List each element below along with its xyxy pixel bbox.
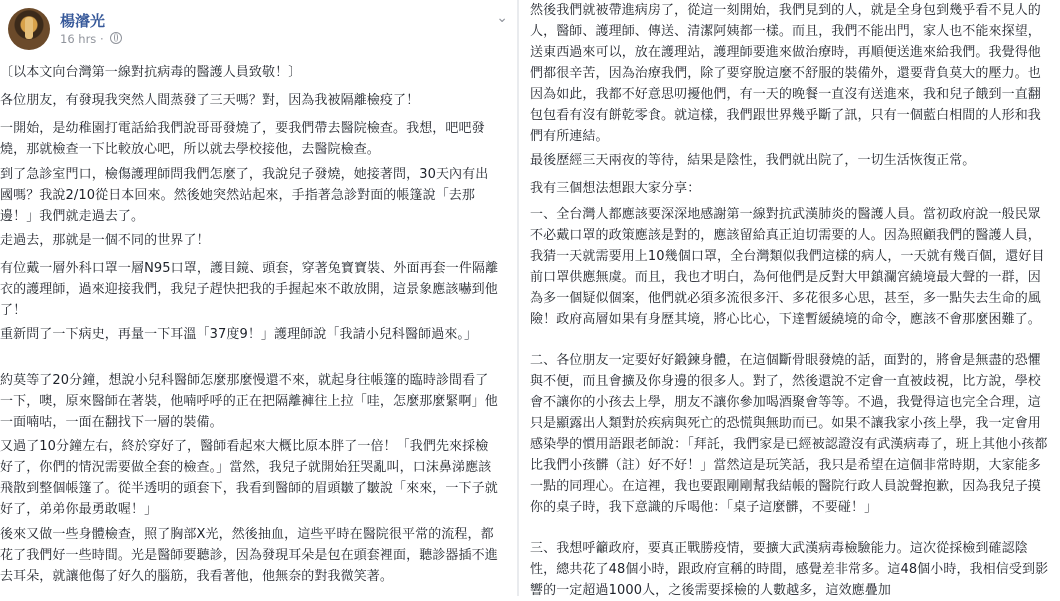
post-paragraph: 三、我想呼籲政府，要真正戰勝疫情，要擴大武漢病毒檢驗能力。這次從採檢到確認陰性，總共花了48個小時，跟政府宣稱的時間，感覺差非常多。這48個小時，我相信受到影響的一定超過1000人，之後需要採檢的人數越多，這效應疊加 bbox=[530, 541, 1049, 598]
avatar[interactable] bbox=[8, 8, 50, 50]
post-time[interactable]: 16 hrs bbox=[60, 32, 97, 46]
author-name[interactable]: 楊濬光 bbox=[60, 12, 106, 30]
post-paragraph: 重新問了一下病史，再量一下耳溫「37度9！」護理師說「我請小兒科醫師過來。」 bbox=[0, 327, 478, 342]
chevron-down-icon[interactable]: ⌄ bbox=[496, 10, 508, 26]
post-paragraph: 約莫等了20分鐘，想說小兒科醫師怎麼那麼慢還不來，就起身往帳篷的臨時診間看了一下，噢，原來醫師在著裝，他喃呼呼的正在把隔離褲往上拉「哇，怎麼那麼緊啊」他一面喃咕，一面在翻找下一層的裝備。 bbox=[0, 373, 498, 430]
globe-icon bbox=[110, 32, 122, 44]
post-paragraph: 後來又做一些身體檢查，照了胸部X光，然後抽血，這些平時在醫院很平常的流程，都花了我們好一些時間。光是醫師要聽診，因為發現耳朵是包在頭套裡面，聽診器插不進去耳朵，就讓他傷了好久的腦筋，我看著他，他無奈的對我微笑著。 bbox=[0, 527, 498, 584]
post-paragraph: 一、全台灣人都應該要深深地感謝第一線對抗武漢肺炎的醫護人員。當初政府說一般民眾不必戴口罩的政策應該是對的，應該留給真正迫切需要的人。因為照顧我們的醫護人員，我猜一天就需要用上10幾個口罩，全台灣類似我們這樣的病人，一天就有幾百個，還好目前口罩供應無虞。而且，我也才明白，為何他們是反對大甲鎮瀾宮繞境最大聲的一群，因為多一個疑似個案，他們就必須多流很多汗、多花很多心思，甚至，多一點失去生命的風險！政府高層如果有身歷其境，將心比心，下達暫緩繞境的命令，應該不會那麼困難了。 bbox=[530, 207, 1045, 327]
post-paragraph: 又過了10分鐘左右，終於穿好了，醫師看起來大概比原本胖了一倍！「我們先來採檢好了，你們的情況需要做全套的檢查。」當然，我兒子就開始狂哭亂叫，口沫鼻涕應該飛散到整個帳篷了。從半透明的頭套下，我看到醫師的眉頭皺了皺說「來來，一下子就好了，弟弟你最勇敢喔！」 bbox=[0, 439, 498, 517]
post-header bbox=[8, 6, 508, 52]
post-paragraph: 各位朋友，有發現我突然人間蒸發了三天嗎？對，因為我被隔離檢疫了！ bbox=[0, 93, 420, 108]
post-paragraph: 有位戴一層外科口罩一層N95口罩，護目鏡、頭套，穿著兔寶寶裝、外面再套一件隔離衣的護理師，過來迎接我們，我兒子趕快把我的手握起來不敢放開，這景象應該嚇到他了！ bbox=[0, 261, 499, 318]
post-paragraph: 走過去，那就是一個不同的世界了！ bbox=[0, 233, 210, 248]
post-paragraph: 一開始，是幼稚園打電話給我們說哥哥發燒了，要我們帶去醫院檢查。我想，吧吧發燒，那就檢查一下比較放心吧，所以就去學校接他，去醫院檢查。 bbox=[0, 121, 485, 157]
column-divider bbox=[517, 0, 519, 596]
post-paragraph: 〔以本文向台灣第一線對抗病毒的醫護人員致敬！〕 bbox=[0, 65, 302, 80]
post-paragraph: 最後歷經三天兩夜的等待，結果是陰性，我們就出院了，一切生活恢復正常。 bbox=[530, 153, 976, 168]
post-paragraph: 二、各位朋友一定要好好鍛鍊身體，在這個斷骨眼發燒的話，面對的，將會是無盡的恐懼與不便，而且會擴及你身邊的很多人。對了，然後還說不定會一直被歧視，比方說，學校會不讓你的小孩去上學，朋友不讓你參加喝酒聚會等等。不過，我覺得這也完全合理，這只是顯露出人類對於疾病與死亡的恐慌與無助而已。如果不讓我家小孩上學，我一定會用感染學的慣用語跟老師說：「拜託，我們家是已經被認證沒有武漢病毒了，班上其他小孩都比我們小孩髒（註）好不好！」當然這是玩笑話，我只是希望在這個非常時期，大家能多一點的同理心。在這裡，我也要跟剛剛幫我結帳的醫院行政人員說聲抱歉，因為我兒子摸你的桌子時，我下意識的斥喝他：「桌子這麼髒，不要碰！」 bbox=[530, 353, 1048, 515]
post-paragraph: 然後我們就被帶進病房了，從這一刻開始，我們見到的人，就是全身包到幾乎看不見人的人，醫師、護理師、傳送、清潔阿姨都一樣。而且，我們不能出門，家人也不能來探望，送東西過來可以，放在護理站，護理師要進來做治療時，再順便送進來給我們。我覺得他們都很辛苦，因為治療我們，除了要穿脫這麼不舒服的裝備外，還要背負莫大的壓力。也因為如此，我都不好意思叨擾他們，有一天的晚餐一直沒有送進來，我和兒子餓到一直翻包包看有沒有餅乾零食。就這樣，我們跟世界幾乎斷了訊，只有一個藍白相間的人形和我們有所連結。 bbox=[530, 3, 1041, 144]
post-paragraph: 到了急診室門口，檢傷護理師問我們怎麼了，我說兒子發燒，她接著問，30天內有出國嗎？我說2/10從日本回來。然後她突然站起來，手指著急診對面的帳篷說「去那邊！」我們就走過去了。 bbox=[0, 167, 489, 224]
post-meta: 16 hrs · bbox=[60, 32, 122, 46]
post-paragraph: 我有三個想法想跟大家分享： bbox=[530, 181, 701, 196]
